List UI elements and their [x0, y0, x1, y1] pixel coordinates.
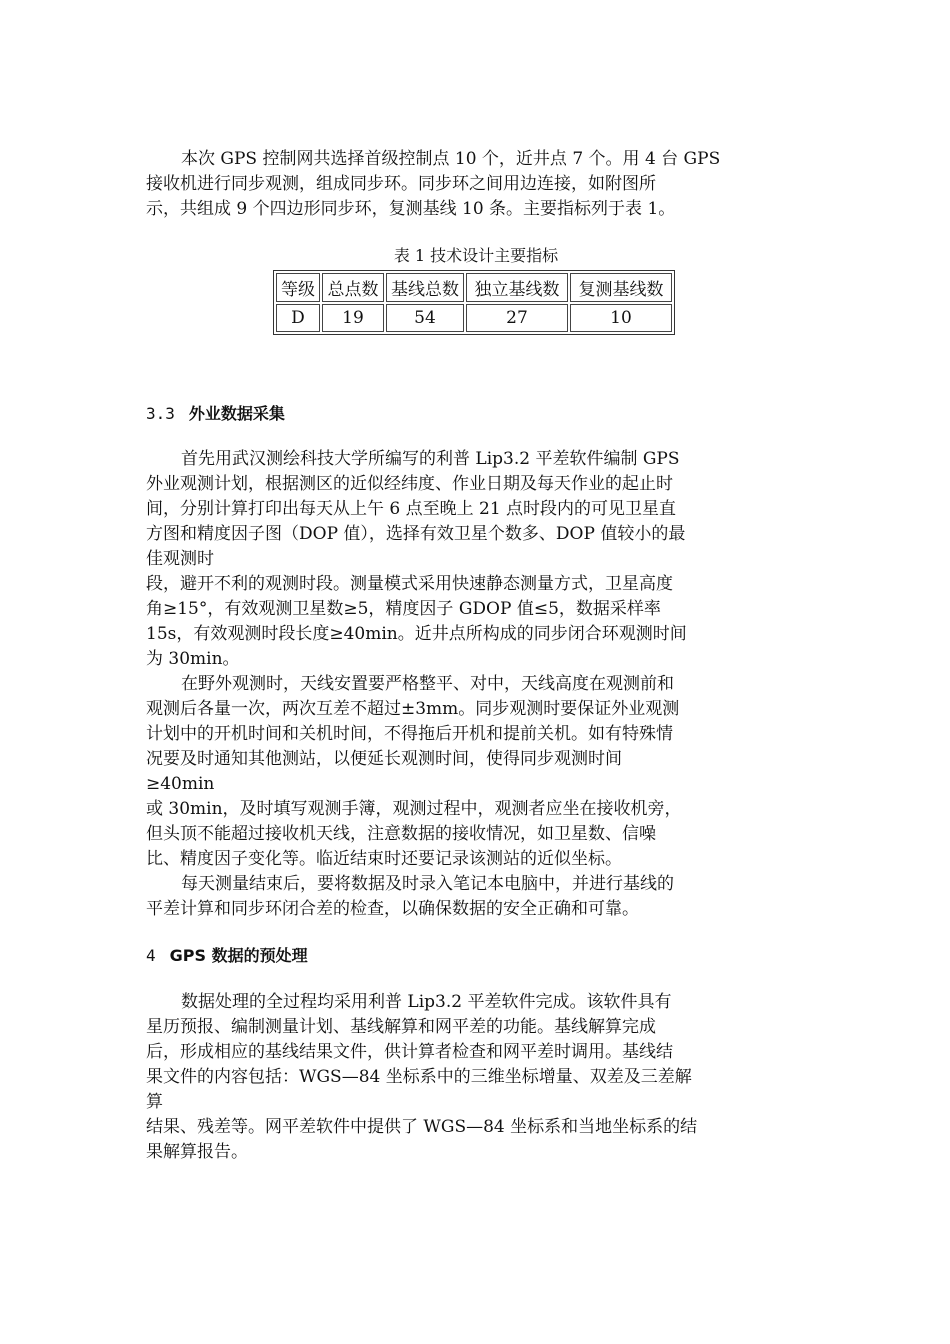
section-heading-4	[146, 945, 308, 967]
table-header-cell: 基线总数	[386, 273, 464, 302]
text-line: 外业观测计划，根据测区的近似经纬度、作业日期及每天作业的起止时	[146, 474, 673, 494]
section-3-3-paragraph-2	[146, 672, 746, 872]
text-line: ≥40min	[146, 774, 215, 794]
table-row	[276, 304, 672, 332]
text-line: 计划中的开机时间和关机时间，不得拖后开机和提前关机。如有特殊情	[146, 724, 673, 744]
table-header-cell: 总点数	[322, 273, 384, 302]
text-line: 间，分别计算打印出每天从上午 6 点至晚上 21 点时段内的可见卫星直	[146, 499, 677, 519]
text-line: 角≥15°，有效观测卫星数≥5，精度因子 GDOP 值≤5，数据采样率	[146, 599, 661, 619]
text-line: 果解算报告。	[146, 1142, 248, 1162]
section-4-paragraph-1	[146, 990, 746, 1165]
section-3-3-paragraph-3	[146, 872, 746, 922]
text-line: 但头顶不能超过接收机天线，注意数据的接收情况，如卫星数、信噪	[146, 824, 656, 844]
text-line: 算	[146, 1092, 163, 1112]
table-header-row	[276, 273, 672, 302]
section-number: 3.3	[146, 404, 175, 423]
text-line: 首先用武汉测绘科技大学所编写的利普 Lip3.2 平差软件编制 GPS	[181, 449, 680, 469]
table-cell: 54	[386, 304, 464, 332]
spec-table	[273, 270, 675, 335]
section-number: 4	[146, 946, 156, 965]
table-header-cell: 复测基线数	[570, 273, 672, 302]
text-line: 每天测量结束后，要将数据及时录入笔记本电脑中，并进行基线的	[181, 874, 674, 894]
text-line: 数据处理的全过程均采用利普 Lip3.2 平差软件完成。该软件具有	[181, 992, 672, 1012]
table-caption: 表 1 技术设计主要指标	[393, 246, 559, 265]
text-line: 为 30min。	[146, 649, 240, 669]
text-line: 本次 GPS 控制网共选择首级控制点 10 个，近井点 7 个。用 4 台 GPS	[181, 149, 721, 169]
text-line: 方图和精度因子图（DOP 值），选择有效卫星个数多、DOP 值较小的最	[146, 524, 686, 544]
text-line: 结果、残差等。网平差软件中提供了 WGS—84 坐标系和当地坐标系的结	[146, 1117, 698, 1137]
text-line: 段，避开不利的观测时段。测量模式采用快速静态测量方式，卫星高度	[146, 574, 673, 594]
text-line: 15s，有效观测时段长度≥40min。近井点所构成的同步闭合环观测时间	[146, 624, 687, 644]
text-line: 星历预报、编制测量计划、基线解算和网平差的功能。基线解算完成	[146, 1017, 656, 1037]
table-cell: 19	[322, 304, 384, 332]
section-title: 外业数据采集	[188, 404, 285, 423]
text-line: 或 30min，及时填写观测手簿，观测过程中，观测者应坐在接收机旁，	[146, 799, 682, 819]
text-line: 示，共组成 9 个四边形同步环，复测基线 10 条。主要指标列于表 1。	[146, 199, 676, 219]
text-line: 接收机进行同步观测，组成同步环。同步环之间用边连接，如附图所	[146, 174, 656, 194]
table-header-cell: 等级	[276, 273, 320, 302]
text-line: 佳观测时	[146, 549, 214, 569]
section-title: GPS 数据的预处理	[169, 946, 308, 965]
text-line: 果文件的内容包括：WGS—84 坐标系中的三维坐标增量、双差及三差解	[146, 1067, 692, 1087]
section-3-3-paragraph-1	[146, 447, 746, 672]
table-header-cell: 独立基线数	[466, 273, 568, 302]
table-cell: 10	[570, 304, 672, 332]
text-line: 况要及时通知其他测站，以便延长观测时间，使得同步观测时间	[146, 749, 622, 769]
table-cell: 27	[466, 304, 568, 332]
section-heading-3-3	[146, 403, 285, 425]
text-line: 后，形成相应的基线结果文件，供计算者检查和网平差时调用。基线结	[146, 1042, 673, 1062]
text-line: 观测后各量一次，两次互差不超过±3mm。同步观测时要保证外业观测	[146, 699, 680, 719]
text-line: 在野外观测时，天线安置要严格整平、对中，天线高度在观测前和	[181, 674, 674, 694]
text-line: 平差计算和同步环闭合差的检查，以确保数据的安全正确和可靠。	[146, 899, 639, 919]
text-line: 比、精度因子变化等。临近结束时还要记录该测站的近似坐标。	[146, 849, 622, 869]
intro-paragraph	[146, 147, 746, 222]
table-cell: D	[276, 304, 320, 332]
